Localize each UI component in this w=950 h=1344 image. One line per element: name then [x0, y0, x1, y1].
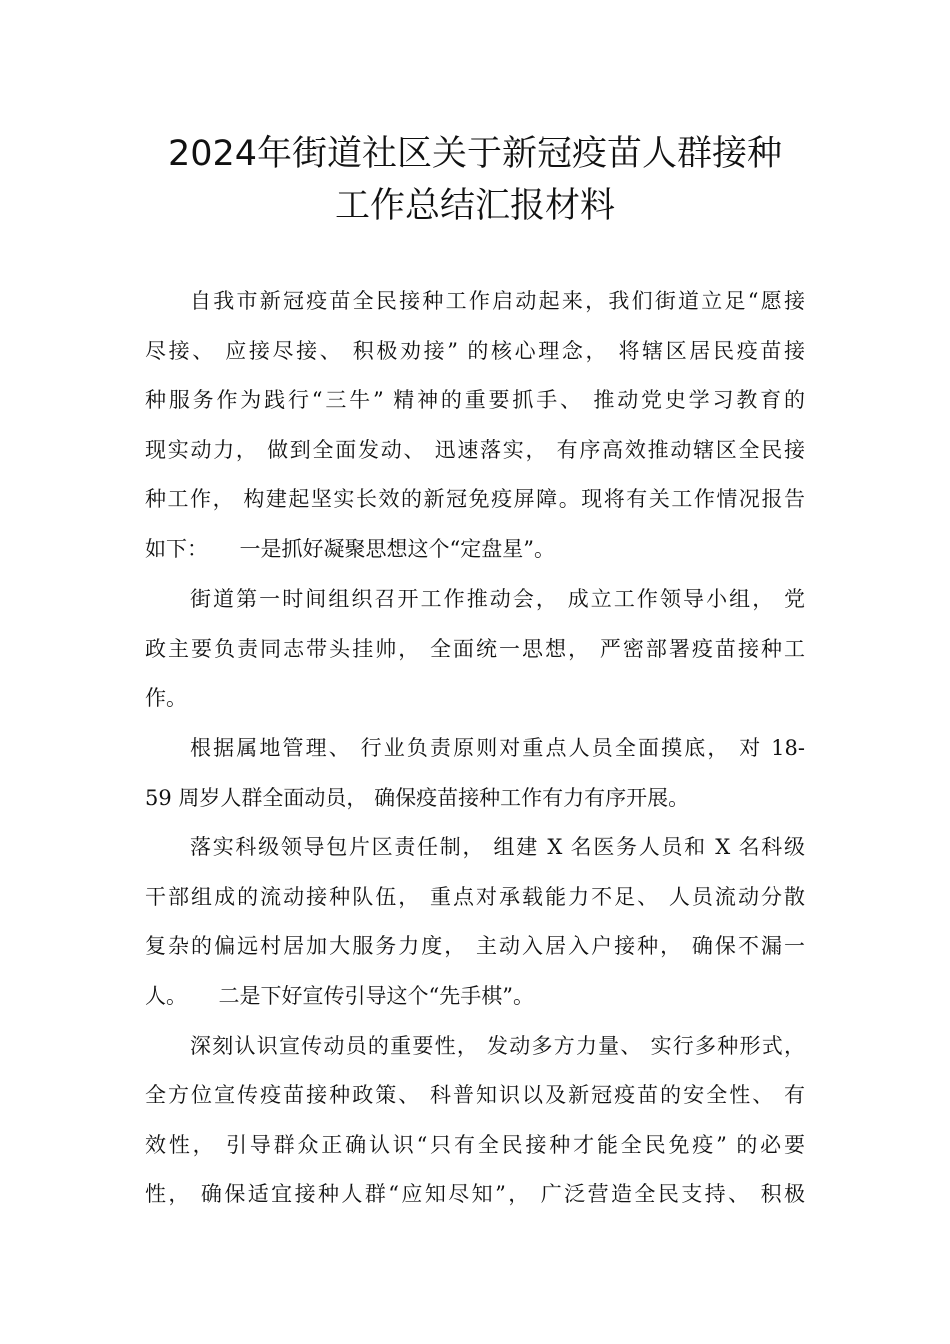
body-line: 深刻认识宣传动员的重要性， 发动多方力量、 实行多种形式，: [190, 1034, 805, 1058]
body-line: 街道第一时间组织召开工作推动会， 成立工作领导小组， 党: [190, 587, 805, 611]
body-line: 作。: [145, 686, 187, 710]
body-line: 种工作， 构建起坚实长效的新冠免疫屏障。现将有关工作情况报告: [145, 487, 805, 511]
body-line: 全方位宣传疫苗接种政策、 科普知识以及新冠疫苗的安全性、 有: [145, 1083, 805, 1107]
body-line: 落实科级领导包片区责任制， 组建 X 名医务人员和 X 名科级: [190, 835, 805, 859]
body-line: 尽接、 应接尽接、 积极劝接” 的核心理念， 将辖区居民疫苗接: [145, 339, 805, 363]
body-line: 复杂的偏远村居加大服务力度， 主动入居入户接种， 确保不漏一: [145, 934, 805, 958]
body-line: 现实动力， 做到全面发动、 迅速落实， 有序高效推动辖区全民接: [145, 438, 805, 462]
document-title-line-2: 工作总结汇报材料: [334, 186, 615, 226]
body-line: 性， 确保适宜接种人群“应知尽知”， 广泛营造全民支持、 积极: [145, 1182, 805, 1206]
body-line: 根据属地管理、 行业负责原则对重点人员全面摸底， 对 18-: [190, 736, 805, 760]
body-line: 自我市新冠疫苗全民接种工作启动起来，我们街道立足“愿接: [190, 289, 805, 313]
body-line: 59 周岁人群全面动员， 确保疫苗接种工作有力有序开展。: [145, 786, 690, 810]
document-title-line-1: 2024年街道社区关于新冠疫苗人群接种: [167, 134, 783, 174]
body-line: 干部组成的流动接种队伍， 重点对承载能力不足、 人员流动分散: [145, 885, 805, 909]
body-line: 效性， 引导群众正确认识“只有全民接种才能全民免疫” 的必要: [145, 1133, 805, 1157]
body-line: 人。 二是下好宣传引导这个“先手棋”。: [145, 984, 534, 1008]
body-line: 如下： 一是抓好凝聚思想这个“定盘星”。: [145, 537, 555, 561]
body-line: 种服务作为践行“三牛” 精神的重要抓手、 推动党史学习教育的: [145, 388, 805, 412]
body-line: 政主要负责同志带头挂帅， 全面统一思想， 严密部署疫苗接种工: [145, 637, 805, 661]
